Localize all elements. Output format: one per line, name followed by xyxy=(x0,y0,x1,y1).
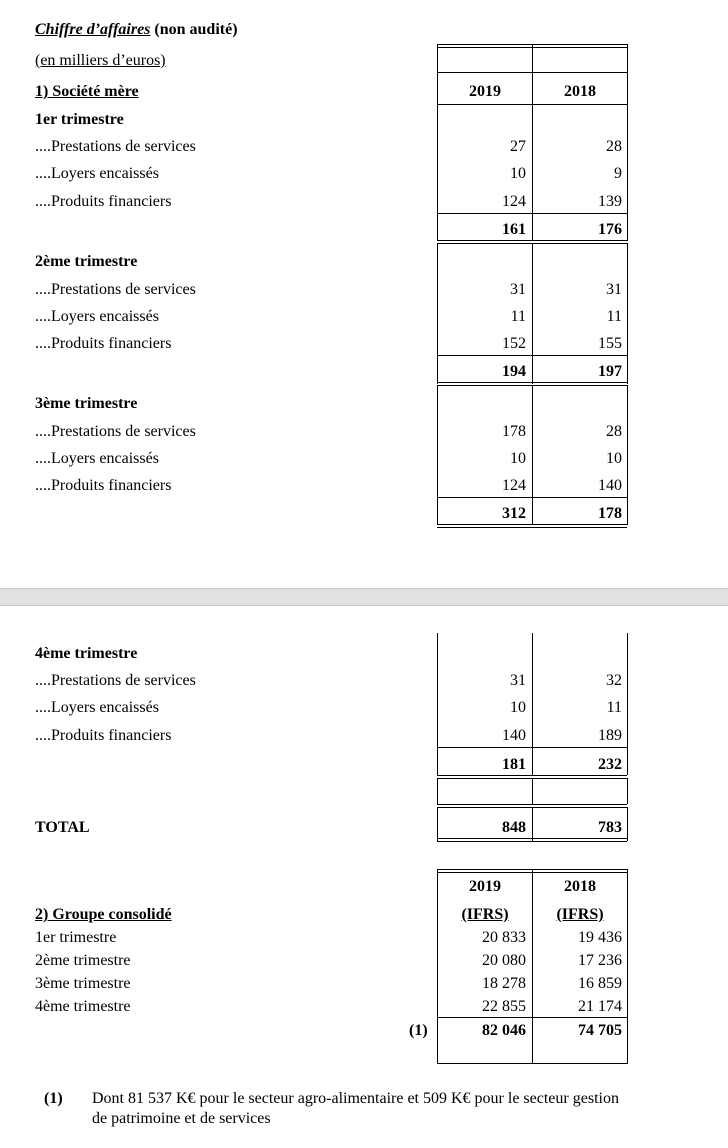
rule xyxy=(627,385,628,525)
cell-value: 10 xyxy=(606,450,622,467)
quarter-label-q2: 2ème trimestre xyxy=(35,253,138,270)
row-label: ....Prestations de services xyxy=(35,281,196,298)
cell-value: 31 xyxy=(510,672,526,689)
rule xyxy=(437,1017,627,1018)
group-row-label: 3ème trimestre xyxy=(35,975,131,992)
cell-value: 152 xyxy=(502,335,526,352)
rule xyxy=(627,243,628,384)
group-cell-value: 16 859 xyxy=(578,975,622,992)
cell-value: 139 xyxy=(598,193,622,210)
rule xyxy=(437,355,627,356)
grand-total-label: TOTAL xyxy=(35,819,90,836)
quarter-total: 176 xyxy=(598,221,622,238)
group-cell-value: 20 833 xyxy=(482,929,526,946)
footnote-line-1: Dont 81 537 K€ pour le secteur agro-alimentaire et 509 K€ pour le secteur gestion xyxy=(92,1090,619,1107)
rule xyxy=(627,807,628,841)
rule xyxy=(437,778,438,804)
quarter-total: 161 xyxy=(502,221,526,238)
group-col-2018: 2018 xyxy=(564,878,596,895)
rule xyxy=(627,104,628,241)
quarter-label-q4: 4ème trimestre xyxy=(35,645,138,662)
column-header-2019: 2019 xyxy=(469,83,501,100)
rule xyxy=(437,841,627,842)
title-italic: Chiffre d’affaires xyxy=(35,21,151,38)
rule xyxy=(627,869,628,1064)
document-title xyxy=(35,21,238,39)
group-cell-value: 20 080 xyxy=(482,952,526,969)
cell-value: 140 xyxy=(598,477,622,494)
group-total-2019: 82 046 xyxy=(482,1022,526,1039)
rule xyxy=(437,385,438,525)
quarter-total: 194 xyxy=(502,363,526,380)
group-cell-value: 21 174 xyxy=(578,998,622,1015)
cell-value: 124 xyxy=(502,477,526,494)
footnote-marker: (1) xyxy=(44,1090,63,1107)
group-cell-value: 22 855 xyxy=(482,998,526,1015)
rule xyxy=(627,44,628,105)
cell-value: 10 xyxy=(510,165,526,182)
rule xyxy=(627,778,628,804)
row-label: ....Loyers encaissés xyxy=(35,165,159,182)
rule xyxy=(437,524,627,525)
cell-value: 124 xyxy=(502,193,526,210)
unit-label: (en milliers d’euros) xyxy=(35,52,166,69)
group-col-2019-sub: (IFRS) xyxy=(461,906,509,923)
row-label: ....Prestations de services xyxy=(35,672,196,689)
cell-value: 28 xyxy=(606,138,622,155)
cell-value: 28 xyxy=(606,423,622,440)
group-cell-value: 17 236 xyxy=(578,952,622,969)
quarter-total: 197 xyxy=(598,363,622,380)
group-row-label: 1er trimestre xyxy=(35,929,117,946)
row-label: ....Loyers encaissés xyxy=(35,308,159,325)
rule xyxy=(437,497,627,498)
quarter-label-q3: 3ème trimestre xyxy=(35,395,138,412)
quarter-total: 178 xyxy=(598,505,622,522)
group-col-2019: 2019 xyxy=(469,878,501,895)
row-label: ....Loyers encaissés xyxy=(35,699,159,716)
footnote-reference: (1) xyxy=(409,1022,428,1039)
row-label: ....Produits financiers xyxy=(35,193,172,210)
rule xyxy=(437,213,627,214)
rule xyxy=(532,385,533,525)
group-row-label: 4ème trimestre xyxy=(35,998,131,1015)
rule xyxy=(437,838,627,839)
quarter-label-q1: 1er trimestre xyxy=(35,111,124,128)
row-label: ....Produits financiers xyxy=(35,727,172,744)
cell-value: 189 xyxy=(598,727,622,744)
cell-value: 32 xyxy=(606,672,622,689)
grand-total-2019: 848 xyxy=(502,819,526,836)
rule xyxy=(627,633,628,751)
page-break xyxy=(0,588,728,606)
rule xyxy=(627,747,628,775)
quarter-total: 312 xyxy=(502,505,526,522)
rule xyxy=(437,775,627,776)
grand-total-2018: 783 xyxy=(598,819,622,836)
rule xyxy=(437,1063,627,1064)
cell-value: 31 xyxy=(510,281,526,298)
cell-value: 155 xyxy=(598,335,622,352)
group-col-2018-sub: (IFRS) xyxy=(556,906,604,923)
cell-value: 10 xyxy=(510,450,526,467)
row-label: ....Produits financiers xyxy=(35,477,172,494)
group-cell-value: 18 278 xyxy=(482,975,526,992)
row-label: ....Prestations de services xyxy=(35,138,196,155)
rule xyxy=(532,778,533,804)
row-label: ....Loyers encaissés xyxy=(35,450,159,467)
row-label: ....Produits financiers xyxy=(35,335,172,352)
column-header-2018: 2018 xyxy=(564,83,596,100)
cell-value: 11 xyxy=(510,308,526,325)
cell-value: 10 xyxy=(510,699,526,716)
cell-value: 11 xyxy=(606,699,622,716)
cell-value: 31 xyxy=(606,281,622,298)
quarter-total: 181 xyxy=(502,756,526,773)
rule xyxy=(437,382,627,383)
quarter-total: 232 xyxy=(598,756,622,773)
group-total-2018: 74 705 xyxy=(578,1022,622,1039)
rule xyxy=(437,240,627,241)
cell-value: 9 xyxy=(614,165,622,182)
group-cell-value: 19 436 xyxy=(578,929,622,946)
cell-value: 11 xyxy=(606,308,622,325)
section-title-consolidated-group: 2) Groupe consolidé xyxy=(35,906,172,923)
row-label: ....Prestations de services xyxy=(35,423,196,440)
group-row-label: 2ème trimestre xyxy=(35,952,131,969)
cell-value: 140 xyxy=(502,727,526,744)
cell-value: 178 xyxy=(502,423,526,440)
rule xyxy=(437,527,627,528)
title-rest: (non audité) xyxy=(150,21,238,38)
cell-value: 27 xyxy=(510,138,526,155)
section-title-parent-company: 1) Société mère xyxy=(35,83,139,100)
rule xyxy=(437,804,627,805)
footnote-line-2: de patrimoine et de services xyxy=(92,1110,271,1127)
